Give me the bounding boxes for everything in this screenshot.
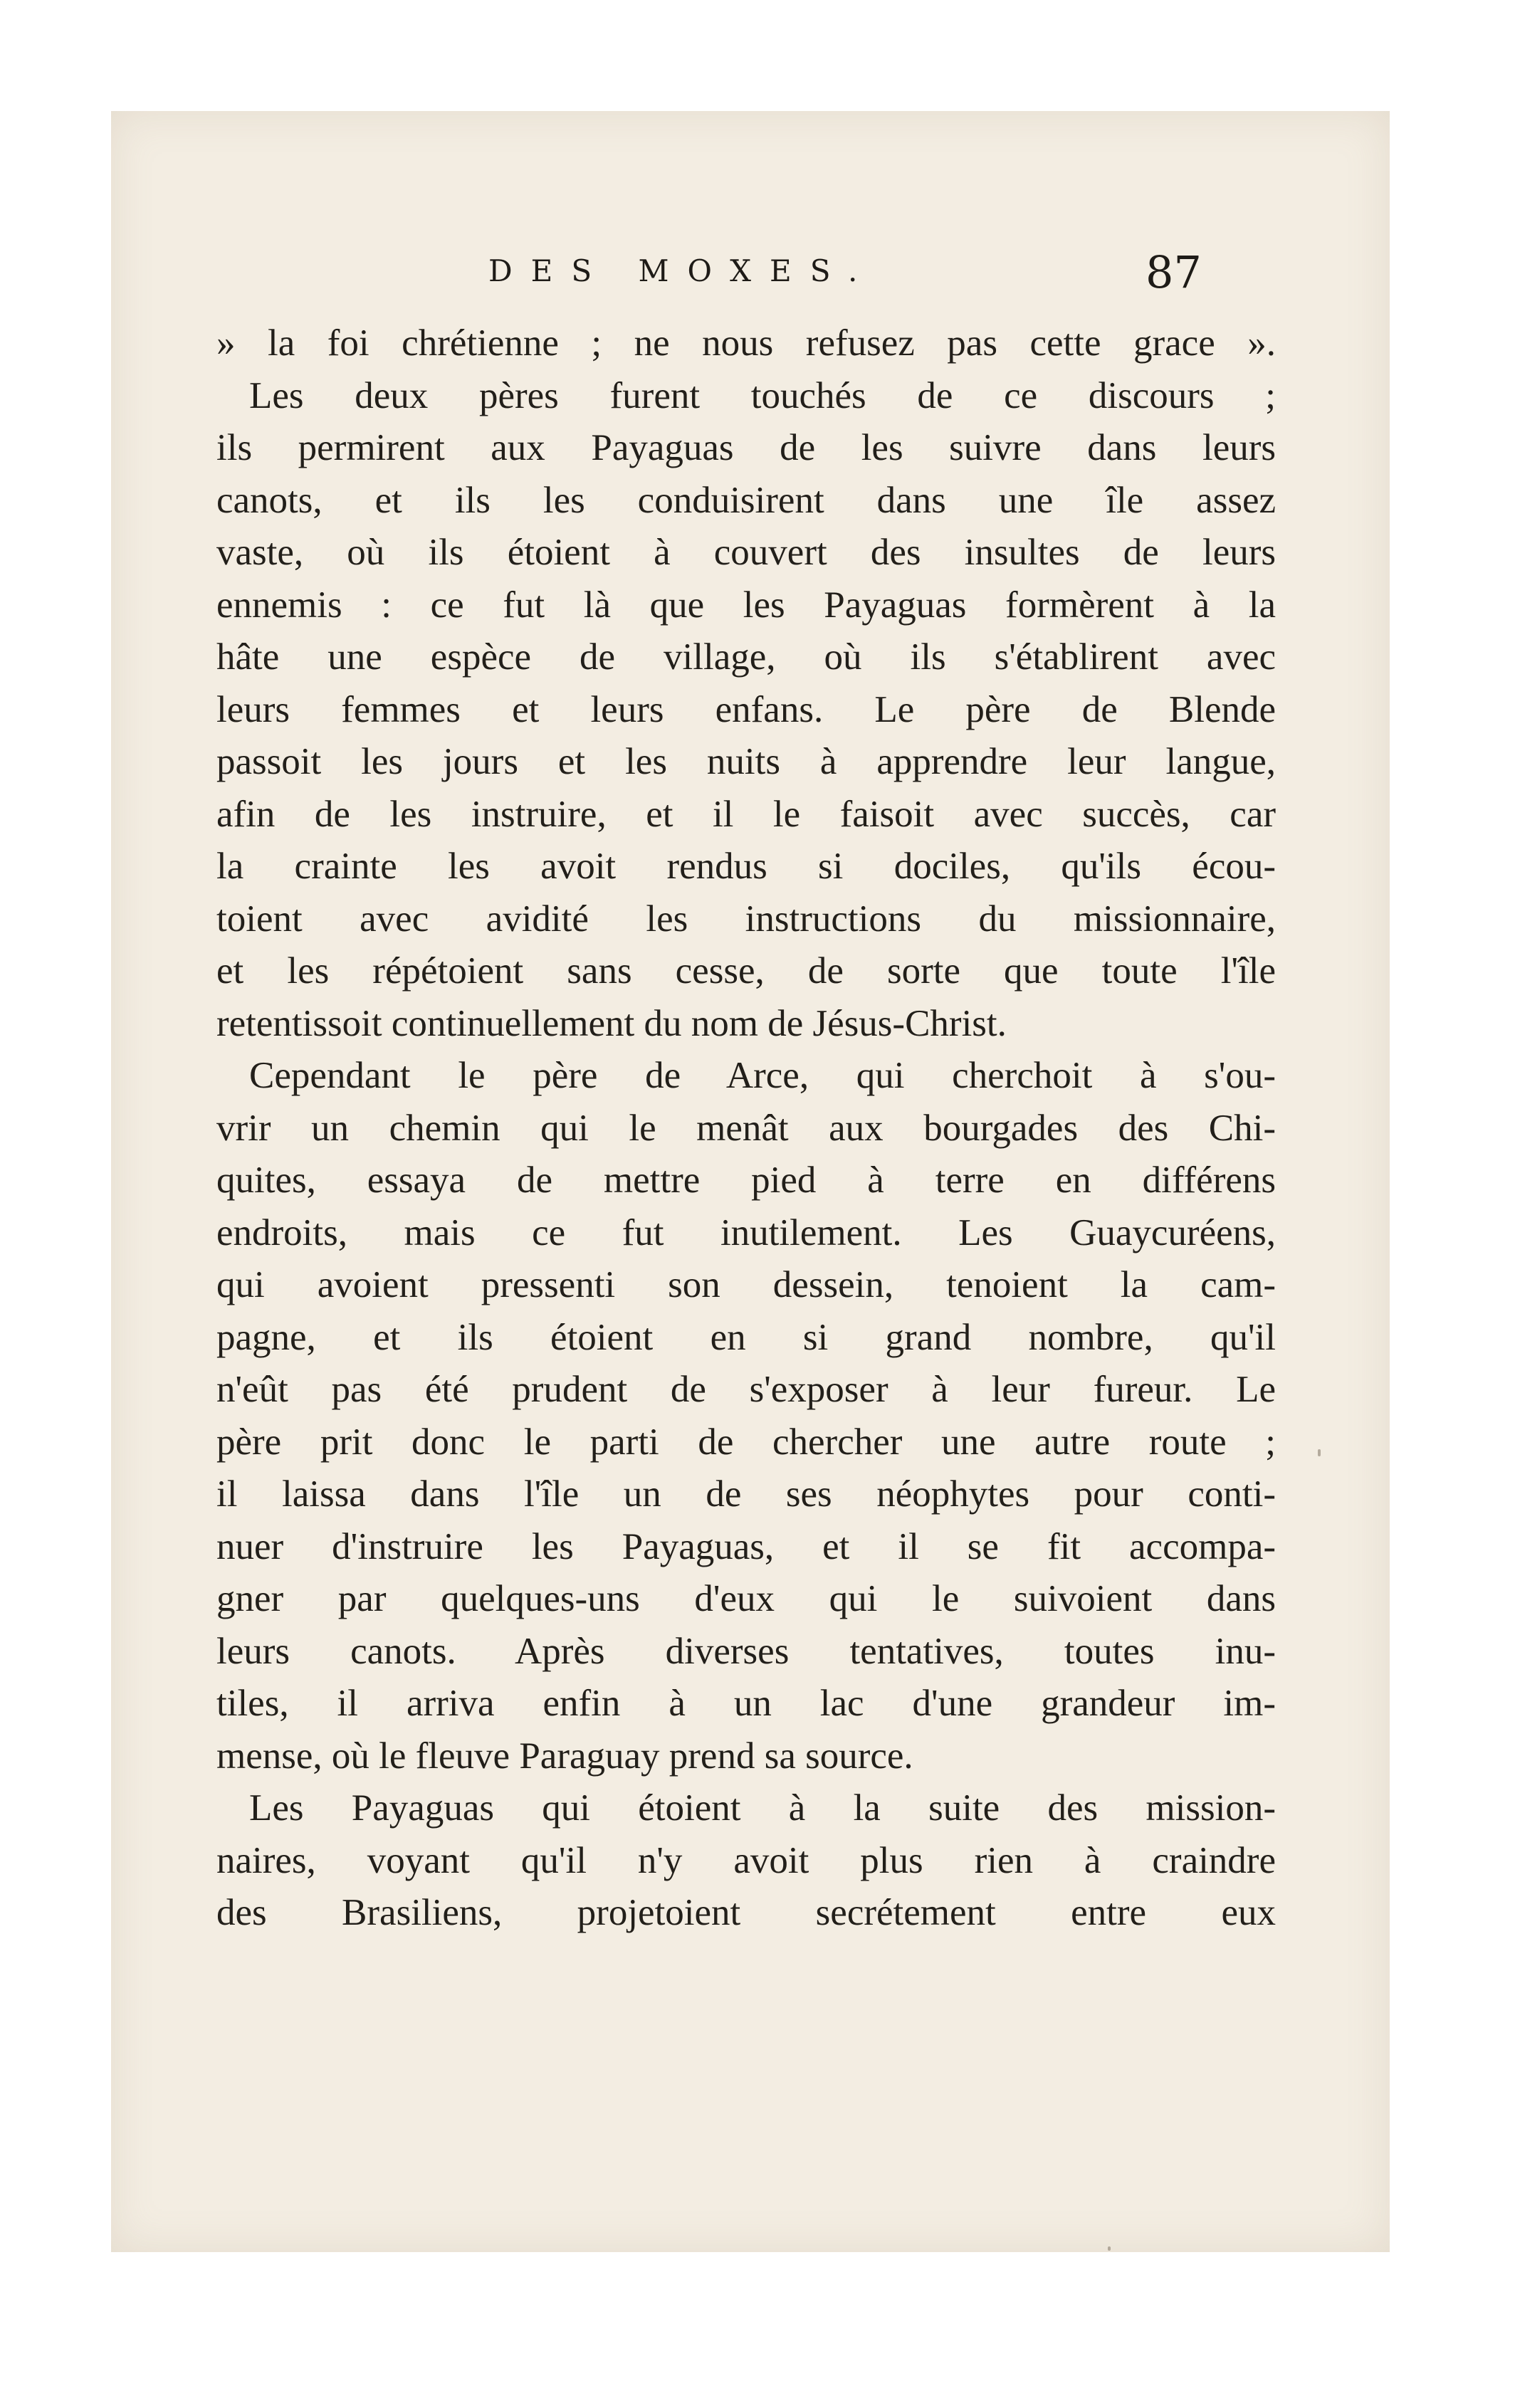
page-header xyxy=(111,246,1390,303)
text-line: retentissoit continuellement du nom de Jésus-Christ. xyxy=(216,1002,1007,1044)
text-line: nuer d'instruire les Payaguas, et il se fit accompa- xyxy=(216,1525,1276,1567)
text-line: gner par quelques-uns d'eux qui le suivoient dans xyxy=(216,1578,1276,1619)
text-line: vrir un chemin qui le menât aux bourgades des Chi- xyxy=(216,1107,1276,1149)
body-text xyxy=(216,317,1276,1940)
text-line: tiles, il arriva enfin à un lac d'une grandeur im- xyxy=(216,1683,1276,1724)
text-line: quites, essaya de mettre pied à terre en différens xyxy=(216,1160,1276,1201)
text-line: hâte une espèce de village, où ils s'établirent avec xyxy=(216,636,1276,678)
text-line: pagne, et ils étoient en si grand nombre, qu'il xyxy=(216,1316,1276,1358)
text-line: passoit les jours et les nuits à apprendre leur langue, xyxy=(216,741,1276,782)
text-line: qui avoient pressenti son dessein, tenoient la cam- xyxy=(216,1264,1276,1305)
text-line: père prit donc le parti de chercher une autre route ; xyxy=(216,1421,1276,1463)
paper-speck xyxy=(1108,2246,1111,2251)
text-line: endroits, mais ce fut inutilement. Les Guaycuréens, xyxy=(216,1211,1276,1253)
text-line: la crainte les avoit rendus si dociles, qu'ils écou- xyxy=(216,846,1276,887)
text-line: leurs femmes et leurs enfans. Le père de Blende xyxy=(216,688,1276,730)
text-line: canots, et ils les conduisirent dans une île assez xyxy=(216,479,1276,521)
text-line: naires, voyant qu'il n'y avoit plus rien à craindre xyxy=(216,1839,1276,1881)
text-line: afin de les instruire, et il le faisoit avec succès, car xyxy=(216,793,1276,835)
text-line: mense, où le fleuve Paraguay prend sa source. xyxy=(216,1735,913,1777)
paper-speck xyxy=(1318,1449,1321,1456)
text-line: et les répétoient sans cesse, de sorte que toute l'île xyxy=(216,950,1276,992)
text-line: il laissa dans l'île un de ses néophytes pour conti- xyxy=(216,1473,1276,1515)
page-number: 87 xyxy=(1146,246,1202,298)
text-line: ils permirent aux Payaguas de les suivre dans leurs xyxy=(216,427,1276,468)
text-line: Cependant le père de Arce, qui cherchoit à s'ou- xyxy=(249,1055,1276,1096)
running-title: DES MOXES. xyxy=(488,253,876,288)
text-line: ennemis : ce fut là que les Payaguas formèrent à la xyxy=(216,584,1276,626)
text-line: leurs canots. Après diverses tentatives, toutes inu- xyxy=(216,1630,1276,1672)
text-line: toient avec avidité les instructions du missionnaire, xyxy=(216,898,1276,940)
text-line: n'eût pas été prudent de s'exposer à leur fureur. Le xyxy=(216,1369,1276,1410)
text-line: Les Payaguas qui étoient à la suite des mission- xyxy=(249,1787,1276,1829)
text-line: Les deux pères furent touchés de ce discours ; xyxy=(249,374,1276,416)
text-line: vaste, où ils étoient à couvert des insultes de leurs xyxy=(216,532,1276,573)
book-page xyxy=(111,111,1390,2252)
text-line: » la foi chrétienne ; ne nous refusez pas cette grace ». xyxy=(216,322,1276,364)
text-line: des Brasiliens, projetoient secrétement entre eux xyxy=(216,1892,1276,1933)
